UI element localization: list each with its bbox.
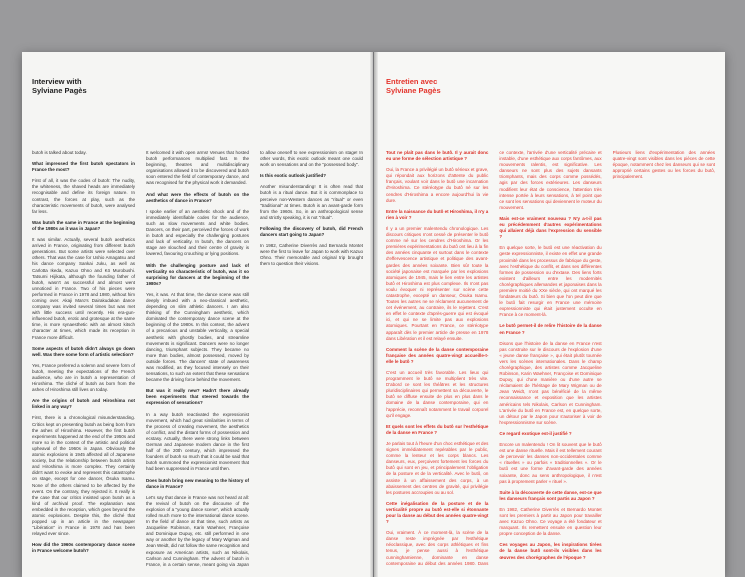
interview-answer: It welcomed it with open arms! Venues that hosted butoh performances multiplied fast. In the beginning, theatres and multidisciplinary organisations allowed it to be discovered and butoh soon entered the field of contemporary dance, and was recognised for the physical work it demanded. (146, 150, 249, 186)
interview-question: Le butô permet-il de relire l'histoire de la danse en France ? (499, 323, 602, 335)
interview-answer: First, there is a chronological misunderstanding. Critics kept on presenting butoh as being born from the ashes of Hiroshima. However, the first butoh experiments happened at the end of the 1950s and more so in the context of the artistic and political upheaval of the 1960s in Japan. Obviously the atomic explosions in 1945 affected all of Japanese society, but the relationship between butoh artists and Hiroshima is more complex. They certainly didn't want to evoke and represent this catastrophe on stage, except for one dancer, Ōsuka Isamu. None of the others claimed to be affected by the event. On the contrary, they rejected it. It really is the case that our critics insisted upon butoh as a kind of archival proof. The explanation was embedded in the reception, which goes beyond the atomic explosions. Despite this, the cliché that popped up in an article in the newspaper "Libération" in France in 1978 and has been relayed ever since. (32, 415, 135, 537)
interview-question: Entre la naissance du butô et Hiroshima, il n'y a rien à voir ? (386, 208, 489, 220)
interview-answer: In a way butoh reactivated the expressionist movement, which had great similarities in terms of the process of creating movement, the aesthetics of conflict, and the distant forms of possession and ecstasy. Actually, there were strong links between German and Japanese modern dance in the first half of the 20th century, which impressed the founders of butoh so much that it could be said that butoh summoned the expressionist movement that had been suppressed in France until then. (146, 411, 249, 472)
interview-question: Cette inégalisation de la posture et de la verticalité propre au butô est-elle si étonnante pour la danse au début des années quatre-vingt ? (386, 500, 489, 525)
interview-answer: It was similar. Actually, several butoh aesthetics arrived in France, originating from different butoh generations. But some artists were selected over others. That was the case for Ushio Amagatsu and his dance company Sankai Juku, as well as Carlotta Ikeda, Kazuo Ohno and Kō Murobushi. Tatsumi Hijikata, although the founding father of butoh, wasn't as successful and almost went unnoticed in France. Two of his pieces were performed in France in 1978 and 1980, without him coming over. Akaji Maro's Dairakudakan dance company was invited several times but was met with little success until recently. His era-gun-influenced butoh, erotic and grotesque at the same time, is more synaesthetic with an almost kitsch character at times, which made its reception in France more difficult. (32, 237, 135, 340)
interview-question: Does butoh bring new meaning to the history of dance in France? (146, 477, 249, 489)
interview-question: Was butoh the same in France at the beginning of the 1980s as it was in Japan? (32, 219, 135, 231)
interview-answer: First of all, it was the codes of butoh: The nudity, the whiteness, the shaved heads are immediately recognisable and define its foreign nature. In contrast, the forces at play, such as the characteristic movements of butoh, were analysed far less. (32, 178, 135, 214)
page-title-english: Interview with Sylviane Pagès (32, 77, 87, 95)
page-title-french: Entretien avec Sylviane Pagès (386, 77, 441, 95)
right-page (374, 52, 725, 577)
interview-answer: butoh is talked about today. (32, 150, 87, 155)
interview-answer: C'est un accueil très favorable. Les lieux qui programment le butô se multiplient très vite. D'abord ce sont les théâtres et les structures pluridisciplinaires qui permettent sa découverte, le butô se diffuse ensuite de plus en plus dans le domaine de la danse contemporaine, qui en l'apprécie, reconnaît notamment le travail corporel qu'il engage. (386, 370, 489, 418)
interview-question: And what were the effects of butoh on the aesthetics of dance in France? (146, 191, 249, 203)
interview-answer: Disons que l'histoire de la danse en France n'est pas construite sur le discours de l'explosion d'une « jeune danse française », qui était plutôt tournée vers les scènes internationales. Dans le champ chorégraphique, des artistes comme Jacqueline Robinson, Karin Waehner, Françoise et Dominique Dupuy, qui d'une manière ou d'une autre se réclamaient de l'héritage de Mary Wigman ou de Jean Weidt, n'ont pas bénéficié de la même reconnaissance et exposition que les artistes américains tels Nikolais, Carlson et Cunningham. L'arrivée du butô en France est, en quelque sorte, un détour par le Japon pour s'autoriser à voir de l'expressionnisme sur scène. (499, 340, 602, 425)
interview-question: Is this exotic outlook justified? (260, 173, 327, 179)
interview-question: Mais est-ce vraiment nouveau ? N'y a-t-il pas eu précédemment d'autres expérimentations qui allaient déjà dans l'expression du sensible ? (499, 215, 602, 240)
interview-question: Suite à la découverte de cette danse, est-ce que les danseurs français sont partis au Japon ? (499, 489, 602, 501)
interview-question: Ce regard exotique est-il justifié ? (499, 430, 572, 436)
interview-answer: Another misunderstanding! It is often read that butoh is a ritual dance. But it is commonplace to perceive non-Western dances as "ritual" or even "traditional" at times. Butoh is an avant-garde form from the 1960s. So, in an anthropological sense and strictly speaking, it is not "ritual". (260, 184, 363, 220)
interview-question: How did the 1960s contemporary dance scene in France welcome butoh? (32, 542, 135, 554)
interview-answer: Oui, la France a privilégié un butô sérieux et grave, qui répondait aux horizons d'attente du public français, voulant voir dans le butô une incarnation d'Hiroshima. Ce stéréotype du butô né sur les cendres d'Hiroshima a encore aujourd'hui la vie dure. (386, 167, 489, 203)
interview-answer: In 1982, Catherine Diverrès and Bernardo Montet were the first to leave for Japan to work with Kazuo Ohno. Their memorable and original trip brought them to question their visions. (260, 243, 363, 267)
interview-answer: Yes, France preferred a solemn and severe form of butoh, meeting the expectations of the French audience, who are in butoh a representation of Hiroshima. The cliché of butoh as born from the ashes of Hiroshima still lives on today. (32, 362, 135, 393)
left-page (22, 52, 373, 577)
interview-question: With the challenging posture and lack of verticality so characteristic of butoh, was it so surprising for dancers at the beginning of the 1980s? (146, 262, 249, 286)
interview-question: Some aspects of butoh didn't always go down well. Was there some form of artistic selection? (32, 345, 135, 357)
interview-answer: Il y a un premier malentendu chronologique. Les discours critiques n'ont cessé de présenter le butô comme né sur les cendres d'Hiroshima. Or les premières expérimentations du butô ont lieu à la fin des années cinquante et surtout dans le contexte d'effervescence artistique et politique des avant-gardes des années soixante. Bien sûr toute la société japonaise est marquée par les explosions atomiques de 1945, mais le lien entre les artistes butô et Hiroshima est plus complexe. Ils n'ont pas voulu évoquer ni représenter sur scène cette catastrophe, excepté un danseur, Ōsuka Isamu. Toutes les autres ne se réclament aucunement de cet événement, au contraire, ils le rejettent. C'est en effet le contexte d'après-guerre qui est évoqué ici, et qui ne se limite pas aux explosions atomiques. Pourtant en France, ce stéréotype apparaît dès le premier article de presse en 1978 dans Libération et il est relayé ensuite. (386, 225, 489, 341)
interview-answer: Let's say that dance in France was not heard at all: the revival of butoh on the discourse of the explosion of a "young dance scene", which actually rolled much more to the international dance scene. In the field of dance at that time, such artists as Jacqueline Robinson, Karin Waehner, Françoise and Dominique Dupuy, etc. still performed in one way or another by the legacy of Mary Wigman and Jean Weidt, did not follow the same recognition and exposure as American artists, such as Nikolais, Carlson and Cunningham. The advent of butoh in France, in a certain sense, meant going via Japan to allow oneself to see expressionism on stage! In other words, this exotic outlook meant one could work on sensations and on the "possessed body". (146, 150, 363, 567)
interview-question: Following the discovery of butoh, did French dancers start going to Japan? (260, 225, 363, 238)
interview-question: What impressed the first butoh spectators in France the most? (32, 161, 135, 173)
interview-question: Comment la scène de la danse contemporaine française des années quatre-vingt accueille-t-elle le butô ? (386, 346, 489, 364)
interview-answer: En quelque sorte, le butô est une réactivation du geste expressionniste, il existe en effet une grande proximité dans les processus de fabrique du geste, avec l'esthétique du conflit, et dans ses différentes formes de possession ou d'extase. Des liens forts existent d'ailleurs entre les modernités chorégraphiques allemandes et japonaises dans la première moitié du XXe siècle, qui ont marqué les fondateurs du butô. Si bien que l'on peut dire que le butô fait resurgir en France une mémoire expressionniste qui était justement occulte en France à ce moment-là. (499, 245, 602, 318)
article-body-french (386, 150, 715, 571)
interview-answer: Oui, vraiment. À ce moment-là, la scène de la danse reste imprégnée par l'esthétique néoclassique, avec des corps athlétiques et fins tenus, je pense aussi à l'esthétique cunninghamienne, dominante en danse contemporaine au début des années 1980. Dans ce contexte, l'arrivée d'une verticalité précaire et instable, d'une esthétique aux corps fantômes, aux mouvements ralentis, est significative. Les danseurs ne sont plus des sujets dansants triomphants, mais des corps comme possédés, agis par des forces extérieures. Les danseurs modifient leur état de conscience, l'attention très intense portée à leurs sensations, à tel point que ce sont les sensations qui deviennent le moteur du mouvement. (386, 150, 602, 566)
interview-answer: Je parlais tout à l'heure d'un choc esthétique et des signes immédiatement repérables par le public, comme la lenteur et les corps blancs. Les danseurs, eux, perçoivent fortement les forces du butô qui sont en jeu, et principalement l'obligation de la posture et de la verticalité. Avec le butô, on assiste à un affaissement des corps, à un abaissement des centres de gravité, qui privilégie les postures accroupies ou au sol. (386, 440, 489, 495)
interview-question: Tout ne plaît pas dans le butô. Il y aurait donc eu une forme de sélection artistique ? (386, 150, 489, 162)
interview-answer: I spoke earlier of an aesthetic shock and of the immediately identifiable codes for the audience, such as slow movements and white bodies. Dancers, on their part, perceived the forces of work in butoh and especially the challenging postures and lack of verticality. In butoh, the dancers on stage are slouched and their centre of gravity is lowered, favouring crouching or lying positions. (146, 208, 249, 257)
interview-question: Ces voyages au Japon, les inspirations tirées de la danse butô sont-ils visibles dans les œuvres des chorégraphes de l'époque ? (499, 542, 602, 560)
interview-question: Et quels sont les effets du butô sur l'esthétique de la danse en France ? (386, 423, 489, 435)
page-gutter (370, 52, 378, 577)
interview-question: Are the origins of butoh and Hiroshima not linked in any way? (32, 398, 135, 410)
interview-answer: Encore un malentendu ! On lit souvent que le butô est une danse rituelle. Mais il est tellement courant de percevoir les danses non-occidentales comme « rituelles » ou parfois « traditionnelles ». Or le butô est une forme d'avant-garde des années soixante, donc au sens anthropologique, il n'est pas à proprement parler « rituel ». (499, 442, 602, 484)
interview-answer: Yes, it was. At that time, the dance scene was still deeply imbued with a neo-classical aesthetic, depending on slim athletic dancers. I am also thinking of the Cunningham aesthetic, which dominated the contemporary dance scene at the beginning of the 1980s. In this context, the advent of a precarious and unstable verticality, a special aesthetic with ghostly bodies, and streamline movements is significant. Dancers were no longer dancing, triumphant subjects. They became no more than bodies, almost possessed, moved by outside forces. The dancers' state of awareness was modified, as they focused intensely on their sensations, to such an extent that these sensations became the driving force behind the movement. (146, 291, 249, 383)
interview-answer: Plusieurs liens d'expérimentation des années quatre-vingt sont visibles dans les pièces de cette époque, notamment chez les danseurs qui se sont approprié certains gestes ou les forces du butô, principalement. (612, 150, 715, 180)
article-body-english (32, 150, 363, 571)
interview-answer: En 1982, Catherine Diverrès et Bernardo Montet sont les premiers à partir au Japon pour travailler avec Kazuo Ohno. Ce voyage a été fondateur et marquant. Ils remettent ensuite en question leur propre conception de la danse. (499, 506, 602, 537)
interview-question: But was it really new? Hadn't there already been experiments that steered towards the expression of sensations? (146, 388, 249, 406)
magazine-spread (22, 52, 725, 577)
